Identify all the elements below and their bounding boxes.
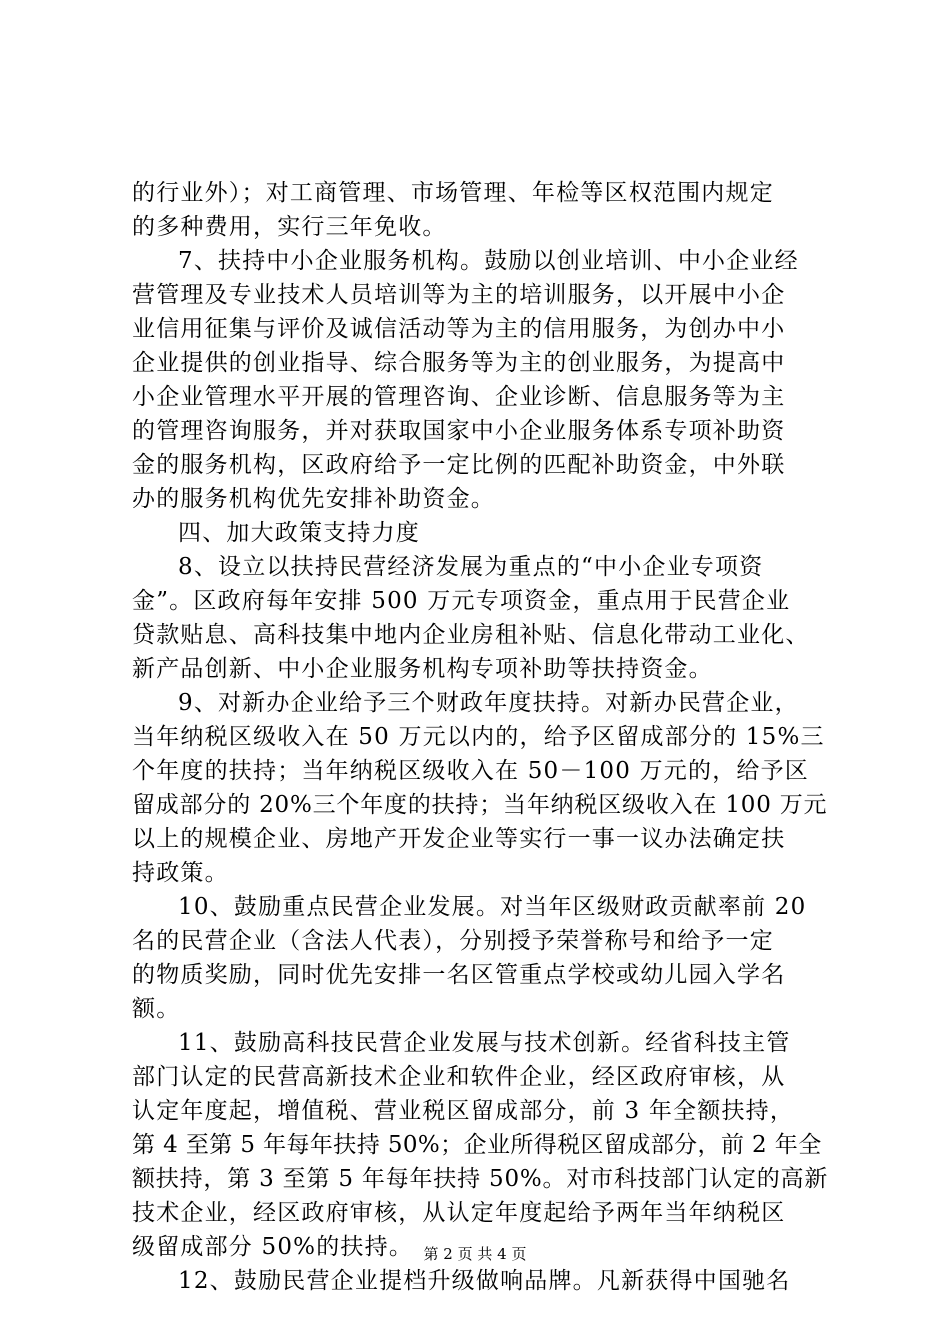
text-line: 业信用征集与评价及诚信活动等为主的信用服务，为创办中小 bbox=[132, 316, 786, 342]
text-line: 办的服务机构优先安排补助资金。 bbox=[132, 486, 495, 512]
text-line: 金”。区政府每年安排 500 万元专项资金，重点用于民营企业 bbox=[132, 588, 791, 614]
text-line: 留成部分的 20%三个年度的扶持；当年纳税区级收入在 100 万元 bbox=[132, 792, 828, 818]
text-line: 新产品创新、中小企业服务机构专项补助等扶持资金。 bbox=[132, 656, 713, 682]
text-line: 的多种费用，实行三年免收。 bbox=[132, 214, 447, 240]
text-line: 营管理及专业技术人员培训等为主的培训服务，以开展中小企 bbox=[132, 282, 786, 308]
text-line: 11、鼓励高科技民营企业发展与技术创新。经省科技主管 bbox=[178, 1030, 791, 1056]
text-line: 四、加大政策支持力度 bbox=[178, 520, 420, 546]
text-line: 金的服务机构，区政府给予一定比例的匹配补助资金，中外联 bbox=[132, 452, 786, 478]
text-line: 8、设立以扶持民营经济发展为重点的“中小企业专项资 bbox=[178, 554, 764, 580]
page-footer: 第 2 页 共 4 页 bbox=[423, 1245, 527, 1263]
text-line: 贷款贴息、高科技集中地内企业房租补贴、信息化带动工业化、 bbox=[132, 622, 810, 648]
text-line: 名的民营企业（含法人代表），分别授予荣誉称号和给予一定 bbox=[132, 928, 774, 954]
text-line: 的行业外）；对工商管理、市场管理、年检等区权范围内规定 bbox=[132, 180, 774, 206]
text-line: 部门认定的民营高新技术企业和软件企业，经区政府审核，从 bbox=[132, 1064, 786, 1090]
text-line: 技术企业，经区政府审核，从认定年度起给予两年当年纳税区 bbox=[132, 1200, 786, 1226]
text-line: 7、扶持中小企业服务机构。鼓励以创业培训、中小企业经 bbox=[178, 248, 799, 274]
document-body bbox=[132, 176, 832, 1298]
text-line: 个年度的扶持；当年纳税区级收入在 50－100 万元的，给予区 bbox=[132, 758, 809, 784]
text-line: 额。 bbox=[132, 996, 181, 1022]
text-line: 认定年度起，增值税、营业税区留成部分，前 3 年全额扶持， bbox=[132, 1098, 795, 1124]
text-line: 10、鼓励重点民营企业发展。对当年区级财政贡献率前 20 bbox=[178, 894, 807, 920]
text-line: 9、对新办企业给予三个财政年度扶持。对新办民营企业， bbox=[178, 690, 799, 716]
text-line: 的物质奖励，同时优先安排一名区管重点学校或幼儿园入学名 bbox=[132, 962, 786, 988]
text-line: 小企业管理水平开展的管理咨询、企业诊断、信息服务等为主 bbox=[132, 384, 786, 410]
text-line: 的管理咨询服务，并对获取国家中小企业服务体系专项补助资 bbox=[132, 418, 786, 444]
text-line: 额扶持，第 3 至第 5 年每年扶持 50%。对市科技部门认定的高新 bbox=[132, 1166, 829, 1192]
text-line: 当年纳税区级收入在 50 万元以内的，给予区留成部分的 15%三 bbox=[132, 724, 825, 750]
text-line: 12、鼓励民营企业提档升级做响品牌。凡新获得中国驰名 bbox=[178, 1268, 791, 1294]
text-line: 第 4 至第 5 年每年扶持 50%；企业所得税区留成部分，前 2 年全 bbox=[132, 1132, 822, 1158]
text-line: 以上的规模企业、房地产开发企业等实行一事一议办法确定扶 bbox=[132, 826, 786, 852]
text-line: 企业提供的创业指导、综合服务等为主的创业服务，为提高中 bbox=[132, 350, 786, 376]
text-line: 级留成部分 50%的扶持。 bbox=[132, 1234, 414, 1260]
text-line: 持政策。 bbox=[132, 860, 229, 886]
